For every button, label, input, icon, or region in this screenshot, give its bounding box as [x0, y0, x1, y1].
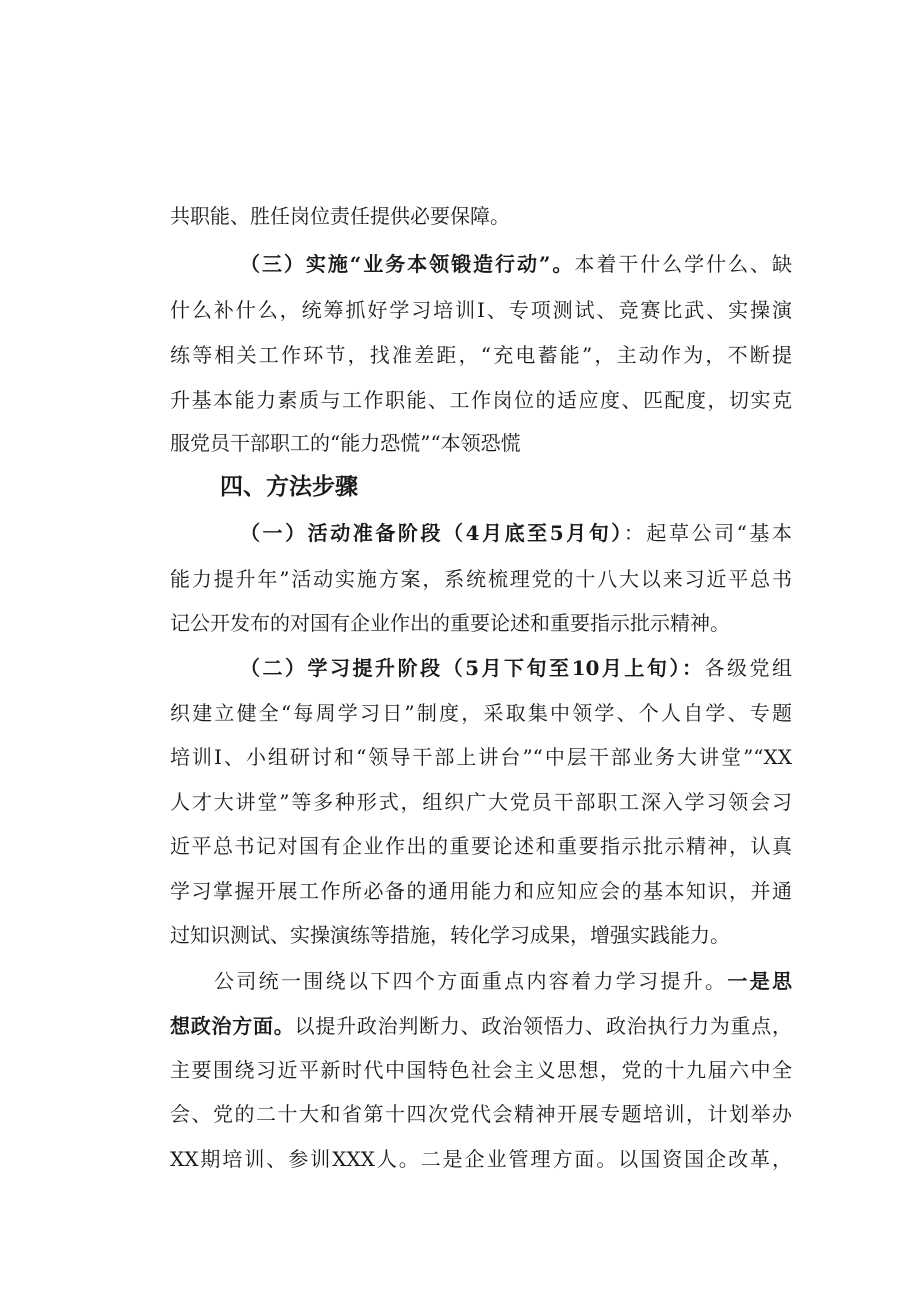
text-run: 织建立健全“每周学习日”制度，采取集中领学、个人自学、专题: [170, 701, 792, 725]
section-heading-inline: （三）实施“业务本领锻造行动”。: [240, 252, 575, 276]
text-run: 服党员干部职工的“能力恐慌”“本领恐慌: [170, 431, 521, 455]
text-run: XX期培训、参训XXX人。二是企业管理方面。以国资国企改革，: [170, 1147, 792, 1171]
text-run: 主要围绕习近平新时代中国特色社会主义思想，党的十九届六中全: [170, 1058, 792, 1082]
text-run: 能力提升年”活动实施方案，系统梳理党的十八大以来习近平总书: [170, 567, 792, 591]
text-run: 升基本能力素质与工作职能、工作岗位的适应度、匹配度，切实克: [170, 388, 792, 412]
text-run: 共职能、胜任岗位责任提供必要保障。: [170, 204, 510, 228]
emphasis-run: 想政治方面。: [170, 1014, 295, 1038]
paragraph-line: [170, 831, 792, 861]
text-run: 记公开发布的对国有企业作出的重要论述和重要指示批示精神。: [170, 611, 730, 635]
paragraph-line: [240, 518, 792, 548]
paragraph-line: [170, 920, 792, 950]
paragraph-line: [240, 653, 792, 683]
paragraph-line: [170, 742, 792, 772]
text-run: 过知识测试、实操演练等措施，转化学习成果，增强实践能力。: [170, 923, 730, 947]
paragraph-line: [170, 1055, 792, 1085]
text-run: 学习掌握开展工作所必备的通用能力和应知应会的基本知识，并通: [170, 879, 792, 903]
paragraph-line: [240, 249, 792, 279]
paragraph-line: [170, 787, 792, 817]
section-heading-inline: （一）活动准备阶段（4月底至5月旬）: [240, 521, 624, 545]
text-run: 本着干什么学什么、缺: [574, 252, 792, 276]
paragraph-line: [170, 876, 792, 906]
text-run: 培训Ⅰ、小组研讨和“领导干部上讲台”“中层干部业务大讲堂”“XX: [170, 745, 792, 769]
section-heading-inline: （二）学习提升阶段（5月下旬至10月上旬）：: [240, 656, 705, 680]
text-run: 公司统一围绕以下四个方面重点内容着力学习提升。: [214, 969, 728, 993]
text-run: 练等相关工作环节，找准差距，“充电蓄能”，主动作为，不断提: [170, 343, 792, 367]
paragraph-line: [170, 608, 792, 638]
text-run: 以提升政治判断力、政治领悟力、政治执行力为重点，: [294, 1014, 792, 1038]
paragraph-line: [214, 966, 792, 996]
text-run: ：起草公司“基本: [623, 521, 792, 545]
text-run: 人才大讲堂”等多种形式，组织广大党员干部职工深入学习领会习: [170, 790, 792, 814]
paragraph-line: [170, 340, 792, 370]
emphasis-run: 一是思: [727, 969, 792, 993]
text-run: 什么补什么，统筹抓好学习培训Ⅰ、专项测试、竞赛比武、实操演: [170, 298, 792, 322]
paragraph-line: [170, 1144, 792, 1174]
paragraph-line: [170, 385, 792, 415]
section-heading: 四、方法步骤: [220, 474, 358, 500]
text-run: 各级党组: [704, 656, 792, 680]
paragraph-line: [170, 1011, 792, 1041]
paragraph-line: [170, 295, 792, 325]
paragraph-line: [170, 201, 792, 231]
text-run: 会、党的二十大和省第十四次党代会精神开展专题培训，计划举办: [170, 1102, 792, 1126]
text-run: 近平总书记对国有企业作出的重要论述和重要指示批示精神，认真: [170, 834, 792, 858]
paragraph-line: [170, 698, 792, 728]
paragraph-line: [170, 1099, 792, 1129]
paragraph-line: [170, 564, 792, 594]
paragraph-line: [170, 428, 792, 458]
